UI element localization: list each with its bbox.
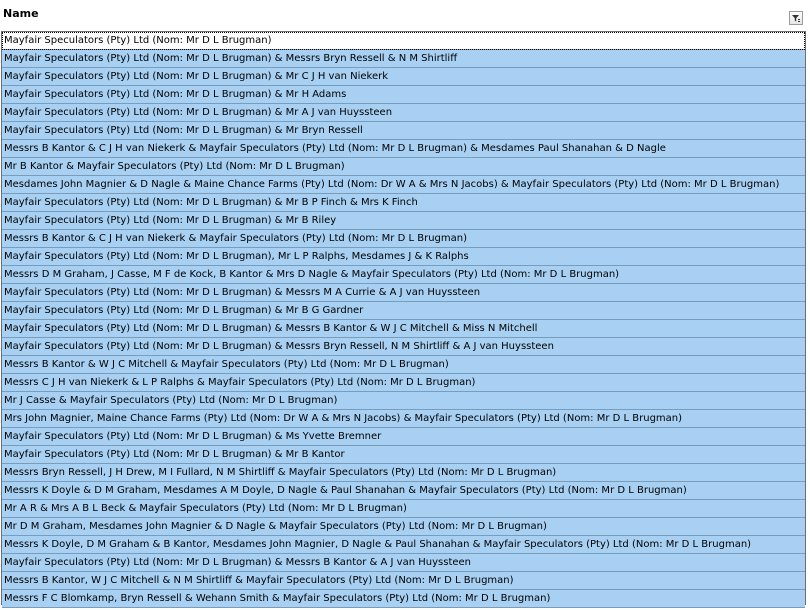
- table-row[interactable]: Mayfair Speculators (Pty) Ltd (Nom: Mr D L Brugman): [2, 32, 805, 50]
- table-row[interactable]: Messrs Bryn Ressell, J H Drew, M I Fullard, N M Shirtliff & Mayfair Speculators (Pty) Ltd (Nom: Mr D L Brugman): [2, 464, 805, 482]
- table-row[interactable]: Mr B Kantor & Mayfair Speculators (Pty) Ltd (Nom: Mr D L Brugman): [2, 158, 805, 176]
- table-row[interactable]: Mayfair Speculators (Pty) Ltd (Nom: Mr D L Brugman), Mr L P Ralphs, Mesdames J & K Ralphs: [2, 248, 805, 266]
- column-filter-button[interactable]: [789, 11, 803, 25]
- table-row[interactable]: Mayfair Speculators (Pty) Ltd (Nom: Mr D L Brugman) & Mr B P Finch & Mrs K Finch: [2, 194, 805, 212]
- rows-container: [1, 31, 806, 605]
- table-row[interactable]: Mayfair Speculators (Pty) Ltd (Nom: Mr D L Brugman) & Messrs B Kantor & W J C Mitchell & Miss N Mitchell: [2, 320, 805, 338]
- table-row[interactable]: Messrs K Doyle & D M Graham, Mesdames A M Doyle, D Nagle & Paul Shanahan & Mayfair Speculators (Pty) Ltd (Nom: Mr D L Brugman): [2, 482, 805, 500]
- table-row[interactable]: Messrs B Kantor & C J H van Niekerk & Mayfair Speculators (Pty) Ltd (Nom: Mr D L Brugman): [2, 230, 805, 248]
- table-row[interactable]: Messrs C J H van Niekerk & L P Ralphs & Mayfair Speculators (Pty) Ltd (Nom: Mr D L Brugman): [2, 374, 805, 392]
- column-header-label: Name: [3, 7, 39, 20]
- table-row[interactable]: Mayfair Speculators (Pty) Ltd (Nom: Mr D L Brugman) & Messrs Bryn Ressell & N M Shirtliff: [2, 50, 805, 68]
- table-row[interactable]: Mrs John Magnier, Maine Chance Farms (Pty) Ltd (Nom: Dr W A & Mrs N Jacobs) & Mayfair Speculators (Pty) Ltd (Nom: Mr D L Brugman): [2, 410, 805, 428]
- table-row[interactable]: Messrs B Kantor & C J H van Niekerk & Mayfair Speculators (Pty) Ltd (Nom: Mr D L Brugman) & Mesdames Paul Shanahan & D Nagle: [2, 140, 805, 158]
- table-row[interactable]: Mayfair Speculators (Pty) Ltd (Nom: Mr D L Brugman) & Mr B Kantor: [2, 446, 805, 464]
- table-row[interactable]: Mayfair Speculators (Pty) Ltd (Nom: Mr D L Brugman) & Messrs Bryn Ressell, N M Shirtliff & A J van Huyssteen: [2, 338, 805, 356]
- table-row[interactable]: Messrs B Kantor & W J C Mitchell & Mayfair Speculators (Pty) Ltd (Nom: Mr D L Brugman): [2, 356, 805, 374]
- table-row[interactable]: Messrs B Kantor, W J C Mitchell & N M Shirtliff & Mayfair Speculators (Pty) Ltd (Nom: Mr D L Brugman): [2, 572, 805, 590]
- table-row[interactable]: Mr D M Graham, Mesdames John Magnier & D Nagle & Mayfair Speculators (Pty) Ltd (Nom: Mr D L Brugman): [2, 518, 805, 536]
- table-row[interactable]: Mayfair Speculators (Pty) Ltd (Nom: Mr D L Brugman) & Ms Yvette Bremner: [2, 428, 805, 446]
- table-row[interactable]: Mayfair Speculators (Pty) Ltd (Nom: Mr D L Brugman) & Mr C J H van Niekerk: [2, 68, 805, 86]
- table-row[interactable]: Mayfair Speculators (Pty) Ltd (Nom: Mr D L Brugman) & Mr H Adams: [2, 86, 805, 104]
- table-row[interactable]: Mayfair Speculators (Pty) Ltd (Nom: Mr D L Brugman) & Mr B Riley: [2, 212, 805, 230]
- table-row[interactable]: Messrs K Doyle, D M Graham & B Kantor, Mesdames John Magnier, D Nagle & Paul Shanahan & Mayfair Speculators (Pty) Ltd (Nom: Mr D L Brugman): [2, 536, 805, 554]
- table-row[interactable]: Messrs F C Blomkamp, Bryn Ressell & Wehann Smith & Mayfair Speculators (Pty) Ltd (Nom: Mr D L Brugman): [2, 590, 805, 608]
- table-row[interactable]: Mr A R & Mrs A B L Beck & Mayfair Speculators (Pty) Ltd (Nom: Mr D L Brugman): [2, 500, 805, 518]
- table-row[interactable]: Mesdames John Magnier & D Nagle & Maine Chance Farms (Pty) Ltd (Nom: Dr W A & Mrs N Jacobs) & Mayfair Speculators (Pty) Ltd (Nom: Mr D L Brugman): [2, 176, 805, 194]
- table-row[interactable]: Mayfair Speculators (Pty) Ltd (Nom: Mr D L Brugman) & Mr A J van Huyssteen: [2, 104, 805, 122]
- column-header[interactable]: [0, 0, 807, 31]
- table-row[interactable]: Mayfair Speculators (Pty) Ltd (Nom: Mr D L Brugman) & Messrs B Kantor & A J van Huyssteen: [2, 554, 805, 572]
- table-row[interactable]: Mayfair Speculators (Pty) Ltd (Nom: Mr D L Brugman) & Mr B G Gardner: [2, 302, 805, 320]
- table-row[interactable]: Mayfair Speculators (Pty) Ltd (Nom: Mr D L Brugman) & Messrs M A Currie & A J van Huyssteen: [2, 284, 805, 302]
- table-row[interactable]: Mr J Casse & Mayfair Speculators (Pty) Ltd (Nom: Mr D L Brugman): [2, 392, 805, 410]
- table-row[interactable]: Mayfair Speculators (Pty) Ltd (Nom: Mr D L Brugman) & Mr Bryn Ressell: [2, 122, 805, 140]
- table-row[interactable]: Messrs D M Graham, J Casse, M F de Kock, B Kantor & Mrs D Nagle & Mayfair Speculators (Pty) Ltd (Nom: Mr D L Brugman): [2, 266, 805, 284]
